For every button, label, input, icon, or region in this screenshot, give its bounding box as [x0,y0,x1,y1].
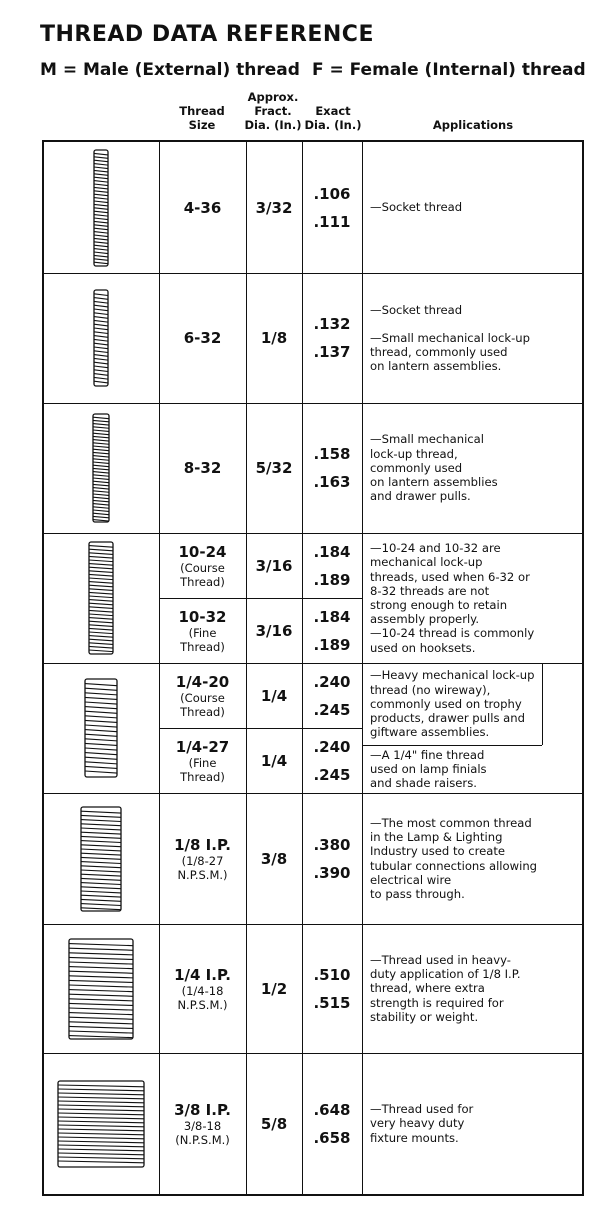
thread-picture-cell [44,273,158,403]
application-line: electrical wire [370,872,452,887]
application-line: strength is required for [370,995,504,1010]
header-approx-fract [238,90,308,132]
approx-fraction: 5/32 [255,459,293,477]
thread-size: 10-32 [178,607,227,626]
application-cell [370,745,582,793]
thread-picture-cell [44,142,158,273]
application-cell [370,273,582,403]
thread-size: 10-24 [178,542,227,561]
header-exact-line2: Dia. (In.) [304,118,362,132]
thread-size-note: Thread) [180,639,225,654]
approx-fraction: 3/32 [255,198,293,217]
exact-diameter-max: .390 [313,863,351,882]
fraction-cell [246,728,302,793]
exact-diameter-max: .515 [313,993,351,1012]
thread-illustration-3-8-ip-icon [56,1079,146,1169]
application-line: assembly properly. [370,612,480,627]
exact-diameter-cell [302,924,362,1053]
exact-diameter-max: .245 [313,765,351,784]
application-line: —Small mechanical [370,432,485,447]
application-line: —10-24 thread is commonly [370,626,535,641]
thread-size: 4-36 [183,198,222,217]
exact-diameter-min: .184 [313,607,351,626]
thread-size-cell [159,663,246,728]
application-line: commonly used on trophy [370,696,522,711]
header-applications-label: Applications [432,118,514,132]
thread-picture-cell [44,793,158,924]
application-text [370,432,498,503]
thread-size-note: (Course [180,690,225,705]
application-line: thread, where extra [370,981,485,996]
approx-fraction: 5/8 [260,1114,288,1133]
exact-diameter-min: .510 [313,965,351,984]
application-line: —Thread used for [370,1102,474,1117]
application-text [370,200,462,214]
thread-size-cell [159,273,246,403]
approx-fraction: 1/2 [260,979,288,998]
thread-size-cell [159,924,246,1053]
fraction-cell [246,924,302,1053]
exact-diameter-min: .240 [313,672,351,691]
application-text [370,816,537,901]
exact-diameter-max: .137 [313,343,351,361]
thread-size: 1/4 I.P. [174,965,231,984]
exact-diameter-max: .111 [313,212,351,231]
thread-size: 8-32 [183,459,222,477]
thread-size-note: (N.P.S.M.) [175,1132,230,1147]
thread-size-note: (Course [180,560,225,575]
page-subtitle [40,60,586,80]
application-text [370,748,487,791]
thread-size-note: (Fine [188,625,217,640]
thread-size-cell [159,793,246,924]
application-line: strong enough to retain [370,598,508,612]
application-cell [370,924,582,1053]
application-line: —The most common thread [370,815,532,830]
exact-diameter-cell [302,533,362,598]
exact-diameter-cell [302,598,362,663]
application-cell [370,663,582,745]
column-divider [362,142,363,1194]
application-line: mechanical lock-up [370,555,483,570]
thread-illustration-6-32-icon [92,288,110,388]
exact-diameter-min: .132 [313,315,351,333]
application-line: stability or weight. [370,1009,479,1024]
thread-size: 1/4-27 [175,737,230,756]
thread-picture-cell [44,924,158,1053]
thread-illustration-1-4-20-icon [83,677,119,779]
exact-diameter-cell [302,1053,362,1194]
thread-size-note: Thread) [180,574,225,589]
thread-size-note: N.P.S.M.) [177,997,228,1012]
header-thread-size-line1: Thread [179,104,225,118]
fraction-cell [246,533,302,598]
exact-diameter-min: .184 [313,542,351,561]
fraction-cell [246,1053,302,1194]
application-line: on lantern assemblies [370,475,498,490]
application-text [370,953,521,1024]
header-approx-line1: Approx. [247,90,299,104]
thread-size-note: Thread) [180,769,225,784]
application-line: and shade raisers. [370,776,477,791]
application-line: commonly used [370,460,463,475]
thread-size: 6-32 [183,329,222,347]
application-line: products, drawer pulls and [370,711,525,726]
thread-illustration-4-36-icon [92,148,110,268]
thread-size-note: (1/4-18 [181,983,224,998]
application-line [370,317,530,331]
thread-illustration-1-8-ip-icon [79,805,123,913]
fraction-cell [246,273,302,403]
thread-picture-cell [44,663,158,793]
exact-diameter-max: .189 [313,635,351,654]
application-line: fixture mounts. [370,1130,459,1145]
application-line: —A 1/4" fine thread [370,747,485,762]
thread-size-cell [159,142,246,273]
application-line: tubular connections allowing [370,858,538,873]
exact-diameter-cell [302,142,362,273]
thread-size: 3/8 I.P. [174,1100,231,1119]
thread-size-note: N.P.S.M.) [177,867,228,882]
fraction-cell [246,663,302,728]
thread-picture-cell [44,1053,158,1194]
exact-diameter-cell [302,793,362,924]
exact-diameter-min: .158 [313,445,351,463]
exact-diameter-min: .380 [313,835,351,854]
application-text [370,541,534,655]
approx-fraction: 3/16 [255,556,293,575]
application-line: on lantern assemblies. [370,359,502,374]
exact-diameter-min: .106 [313,184,351,203]
application-line: giftware assemblies. [370,725,490,740]
application-line: in the Lamp & Lighting [370,830,503,845]
approx-fraction: 1/4 [260,686,288,705]
exact-diameter-min: .240 [313,737,351,756]
approx-fraction: 3/16 [255,621,293,640]
application-line: —Thread used in heavy- [370,952,511,967]
header-thread-size [160,104,244,132]
thread-illustration-8-32-icon [91,412,111,524]
application-line: used on hooksets. [370,640,476,655]
application-text [370,303,530,374]
thread-data-table [42,140,584,1196]
application-line: thread, commonly used [370,345,508,359]
fraction-cell [246,403,302,533]
header-exact-line1: Exact [315,104,351,118]
thread-size-note: (1/8-27 [181,853,224,868]
exact-diameter-cell [302,728,362,793]
fraction-cell [246,793,302,924]
header-approx-line2: Fract. [254,104,292,118]
application-text [370,668,534,739]
thread-size-cell [159,598,246,663]
application-line: 8-32 threads are not [370,583,490,598]
male-thread-legend: M = Male (External) thread [40,60,300,80]
thread-picture-cell [44,533,158,663]
application-line: used on lamp finials [370,761,487,776]
application-line: Industry used to create [370,844,506,859]
thread-size: 1/8 I.P. [174,835,231,854]
thread-size-note: Thread) [180,704,225,719]
exact-diameter-max: .163 [313,473,351,491]
exact-diameter-cell [302,403,362,533]
header-thread-size-line2: Size [188,118,216,132]
application-line: thread (no wireway), [370,682,491,697]
application-cell [370,1053,582,1194]
application-line: threads, used when 6-32 or [370,569,530,584]
approx-fraction: 1/8 [260,329,288,347]
header-exact-dia [302,104,364,132]
thread-size-note: (Fine [188,755,217,770]
page-title: THREAD DATA REFERENCE [40,22,374,47]
thread-size-cell [159,533,246,598]
application-line: duty application of 1/8 I.P. [370,967,521,982]
thread-size-cell [159,403,246,533]
thread-size-cell [159,1053,246,1194]
approx-fraction: 3/8 [260,849,288,868]
exact-diameter-max: .245 [313,700,351,719]
female-thread-legend: F = Female (Internal) thread [311,60,586,80]
application-line: very heavy duty [370,1116,465,1131]
application-line: —Heavy mechanical lock-up [370,668,535,683]
application-line: to pass through. [370,886,465,901]
exact-diameter-max: .658 [313,1128,351,1147]
thread-illustration-10-24-icon [87,540,115,656]
thread-size: 1/4-20 [175,672,230,691]
exact-diameter-min: .648 [313,1100,351,1119]
application-text [370,1102,473,1145]
application-cell [370,142,582,273]
thread-size-note: 3/8-18 [183,1118,222,1133]
application-line: and drawer pulls. [370,489,471,504]
thread-picture-cell [44,403,158,533]
fraction-cell [246,142,302,273]
application-cell [370,403,582,533]
header-approx-line3: Dia. (In.) [244,118,302,132]
application-line: —10-24 and 10-32 are [370,541,501,556]
fraction-cell [246,598,302,663]
exact-diameter-cell [302,273,362,403]
application-line: —Socket thread [370,302,463,317]
application-line: lock-up thread, [370,446,458,461]
exact-diameter-max: .189 [313,570,351,589]
thread-illustration-1-4-ip-icon [67,937,135,1041]
application-cell [370,533,582,663]
application-line: —Socket thread [370,200,463,215]
application-cell [370,793,582,924]
application-line: —Small mechanical lock-up [370,330,530,345]
approx-fraction: 1/4 [260,751,288,770]
exact-diameter-cell [302,663,362,728]
header-applications [368,118,578,132]
thread-size-cell [159,728,246,793]
